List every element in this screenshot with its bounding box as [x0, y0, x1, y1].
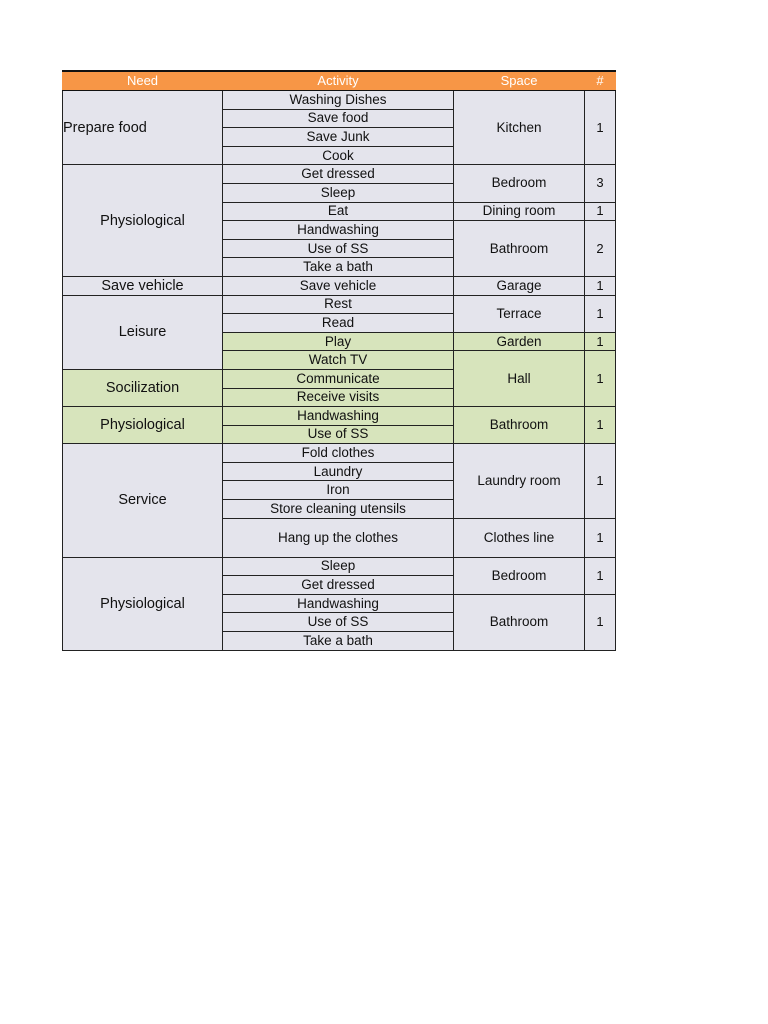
activity-cell[interactable]: Washing Dishes	[223, 91, 454, 110]
needs-activity-space-table	[62, 70, 616, 651]
count-cell[interactable]: 1	[585, 518, 616, 557]
activity-cell[interactable]: Fold clothes	[223, 444, 454, 463]
activity-cell[interactable]: Laundry	[223, 462, 454, 481]
count-cell[interactable]: 1	[585, 407, 616, 444]
activity-cell[interactable]: Save vehicle	[223, 276, 454, 295]
space-cell[interactable]: Garden	[454, 332, 585, 351]
activity-cell[interactable]: Eat	[223, 202, 454, 221]
count-cell[interactable]: 1	[585, 91, 616, 165]
space-cell[interactable]: Bathroom	[454, 407, 585, 444]
activity-cell[interactable]: Get dressed	[223, 165, 454, 184]
count-cell[interactable]: 3	[585, 165, 616, 202]
need-cell[interactable]: Prepare food	[63, 91, 223, 165]
table-row	[63, 557, 616, 576]
activity-cell[interactable]: Read	[223, 314, 454, 333]
activity-cell[interactable]: Take a bath	[223, 632, 454, 651]
need-cell[interactable]: Physiological	[63, 165, 223, 277]
space-cell[interactable]: Garage	[454, 276, 585, 295]
count-cell[interactable]: 1	[585, 202, 616, 221]
need-cell[interactable]: Physiological	[63, 407, 223, 444]
activity-cell[interactable]: Sleep	[223, 183, 454, 202]
activity-cell[interactable]: Iron	[223, 481, 454, 500]
space-cell[interactable]: Hall	[454, 351, 585, 407]
activity-cell[interactable]: Use of SS	[223, 425, 454, 444]
activity-cell[interactable]: Get dressed	[223, 576, 454, 595]
need-cell[interactable]: Leisure	[63, 295, 223, 369]
activity-cell[interactable]: Sleep	[223, 557, 454, 576]
count-cell[interactable]: 1	[585, 351, 616, 407]
activity-cell[interactable]: Handwashing	[223, 594, 454, 613]
header-activity: Activity	[223, 71, 454, 91]
count-cell[interactable]: 2	[585, 221, 616, 277]
activity-cell[interactable]: Use of SS	[223, 613, 454, 632]
activity-cell[interactable]: Handwashing	[223, 407, 454, 426]
space-cell[interactable]: Bedroom	[454, 557, 585, 594]
need-cell[interactable]: Socilization	[63, 369, 223, 406]
header-count: #	[585, 71, 616, 91]
table-row	[63, 165, 616, 184]
activity-cell[interactable]: Receive visits	[223, 388, 454, 407]
activity-cell[interactable]: Hang up the clothes	[223, 518, 454, 557]
count-cell[interactable]: 1	[585, 276, 616, 295]
table-header-row	[63, 71, 616, 91]
space-cell[interactable]: Bedroom	[454, 165, 585, 202]
activity-cell[interactable]: Save Junk	[223, 128, 454, 147]
activity-cell[interactable]: Save food	[223, 109, 454, 128]
table-row	[63, 295, 616, 314]
table-row	[63, 91, 616, 110]
space-cell[interactable]: Kitchen	[454, 91, 585, 165]
activity-cell[interactable]: Handwashing	[223, 221, 454, 240]
count-cell[interactable]: 1	[585, 557, 616, 594]
space-cell[interactable]: Bathroom	[454, 594, 585, 650]
table-row	[63, 276, 616, 295]
count-cell[interactable]: 1	[585, 444, 616, 518]
space-cell[interactable]: Bathroom	[454, 221, 585, 277]
activity-cell[interactable]: Use of SS	[223, 239, 454, 258]
count-cell[interactable]: 1	[585, 332, 616, 351]
table-row	[63, 444, 616, 463]
activity-cell[interactable]: Cook	[223, 146, 454, 165]
activity-cell[interactable]: Take a bath	[223, 258, 454, 277]
activity-cell[interactable]: Watch TV	[223, 351, 454, 370]
table-row	[63, 407, 616, 426]
count-cell[interactable]: 1	[585, 594, 616, 650]
activity-cell[interactable]: Communicate	[223, 369, 454, 388]
need-cell[interactable]: Service	[63, 444, 223, 557]
header-need: Need	[63, 71, 223, 91]
space-cell[interactable]: Clothes line	[454, 518, 585, 557]
need-cell[interactable]: Physiological	[63, 557, 223, 650]
need-cell[interactable]: Save vehicle	[63, 276, 223, 295]
activity-cell[interactable]: Play	[223, 332, 454, 351]
space-cell[interactable]: Laundry room	[454, 444, 585, 518]
space-cell[interactable]: Dining room	[454, 202, 585, 221]
header-space: Space	[454, 71, 585, 91]
activity-cell[interactable]: Store cleaning utensils	[223, 500, 454, 519]
activity-cell[interactable]: Rest	[223, 295, 454, 314]
count-cell[interactable]: 1	[585, 295, 616, 332]
space-cell[interactable]: Terrace	[454, 295, 585, 332]
